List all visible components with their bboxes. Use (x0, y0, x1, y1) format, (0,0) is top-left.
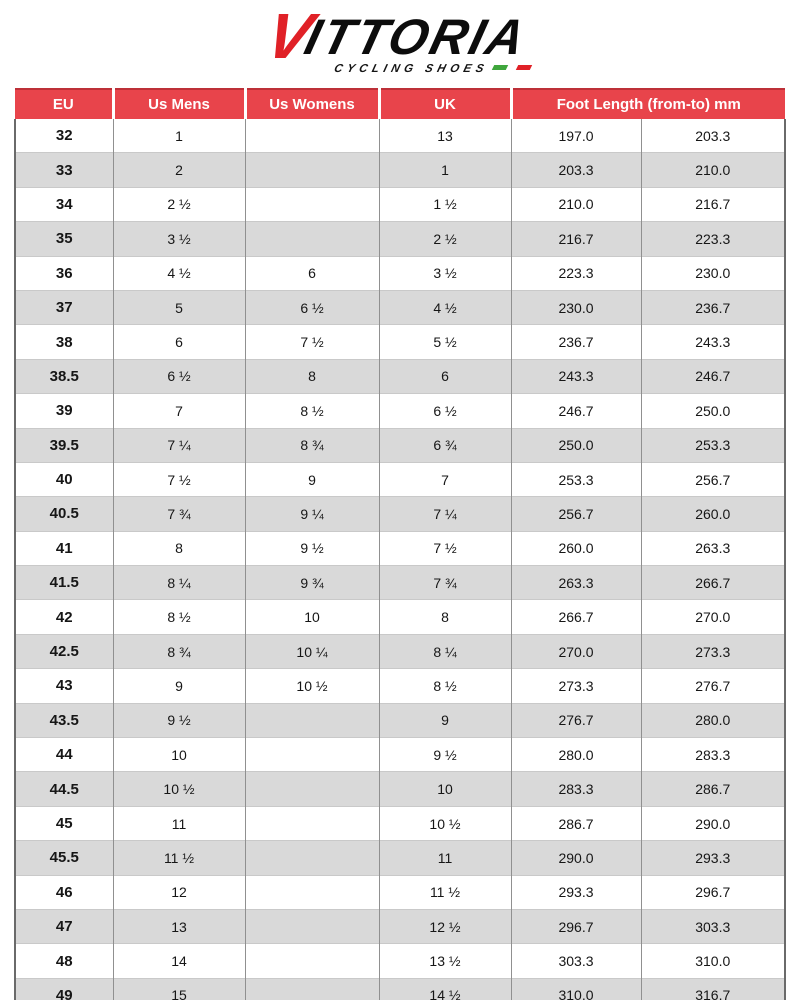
cell-us-womens (245, 153, 379, 187)
cell-us-mens: 7 ¾ (113, 497, 245, 531)
cell-foot-length-to: 263.3 (641, 531, 785, 565)
cell-uk: 9 ½ (379, 738, 511, 772)
cell-foot-length-from: 236.7 (511, 325, 641, 359)
table-row (15, 256, 785, 290)
cell-eu: 46 (15, 875, 113, 909)
cell-us-mens: 5 (113, 290, 245, 324)
cell-foot-length-to: 223.3 (641, 222, 785, 256)
cell-us-womens: 8 ¾ (245, 428, 379, 462)
cell-eu: 42 (15, 600, 113, 634)
cell-foot-length-from: 216.7 (511, 222, 641, 256)
cell-us-mens: 8 (113, 531, 245, 565)
cell-uk: 8 ¼ (379, 634, 511, 668)
cell-uk: 5 ½ (379, 325, 511, 359)
cell-us-mens: 1 (113, 119, 245, 153)
cell-foot-length-to: 266.7 (641, 566, 785, 600)
table-body (15, 119, 785, 1000)
cell-foot-length-to: 303.3 (641, 909, 785, 943)
cell-uk: 7 ¼ (379, 497, 511, 531)
cell-foot-length-to: 280.0 (641, 703, 785, 737)
cell-uk: 3 ½ (379, 256, 511, 290)
cell-foot-length-to: 256.7 (641, 462, 785, 496)
cell-eu: 43.5 (15, 703, 113, 737)
cell-foot-length-from: 276.7 (511, 703, 641, 737)
table-row (15, 841, 785, 875)
cell-foot-length-from: 246.7 (511, 394, 641, 428)
cell-foot-length-from: 290.0 (511, 841, 641, 875)
cell-us-womens (245, 978, 379, 1000)
cell-us-womens: 9 ¼ (245, 497, 379, 531)
cell-uk: 6 ½ (379, 394, 511, 428)
cell-uk: 6 ¾ (379, 428, 511, 462)
cell-foot-length-to: 283.3 (641, 738, 785, 772)
cell-us-womens (245, 841, 379, 875)
logo-wordmark-rest: ITTORIA (299, 9, 534, 65)
cell-foot-length-to: 250.0 (641, 394, 785, 428)
cell-us-womens: 9 (245, 462, 379, 496)
cell-us-womens (245, 944, 379, 978)
cell-eu: 41 (15, 531, 113, 565)
cell-foot-length-from: 266.7 (511, 600, 641, 634)
cell-us-mens: 10 (113, 738, 245, 772)
cell-uk: 7 (379, 462, 511, 496)
cell-us-womens: 8 ½ (245, 394, 379, 428)
table-row (15, 428, 785, 462)
table-row (15, 462, 785, 496)
table-row (15, 394, 785, 428)
cell-foot-length-to: 276.7 (641, 669, 785, 703)
cell-foot-length-from: 263.3 (511, 566, 641, 600)
cell-uk: 12 ½ (379, 909, 511, 943)
cell-us-womens: 6 ½ (245, 290, 379, 324)
cell-eu: 40 (15, 462, 113, 496)
cell-us-womens: 6 (245, 256, 379, 290)
cell-eu: 32 (15, 119, 113, 153)
table-row (15, 944, 785, 978)
cell-us-mens: 7 ½ (113, 462, 245, 496)
cell-uk: 9 (379, 703, 511, 737)
table-row (15, 566, 785, 600)
cell-eu: 45 (15, 806, 113, 840)
cell-foot-length-from: 296.7 (511, 909, 641, 943)
cell-foot-length-to: 290.0 (641, 806, 785, 840)
cell-foot-length-to: 310.0 (641, 944, 785, 978)
cell-eu: 34 (15, 187, 113, 221)
cell-eu: 48 (15, 944, 113, 978)
cell-foot-length-to: 246.7 (641, 359, 785, 393)
cell-us-womens (245, 119, 379, 153)
cell-uk: 1 (379, 153, 511, 187)
table-row (15, 497, 785, 531)
cell-us-womens (245, 703, 379, 737)
cell-foot-length-to: 316.7 (641, 978, 785, 1000)
cell-foot-length-to: 270.0 (641, 600, 785, 634)
cell-us-mens: 15 (113, 978, 245, 1000)
table-row (15, 359, 785, 393)
cell-us-womens (245, 187, 379, 221)
cell-uk: 7 ¾ (379, 566, 511, 600)
table-row (15, 153, 785, 187)
cell-foot-length-to: 273.3 (641, 634, 785, 668)
table-row (15, 978, 785, 1000)
cell-eu: 39 (15, 394, 113, 428)
cell-eu: 40.5 (15, 497, 113, 531)
table-head (15, 89, 785, 119)
cell-us-womens: 9 ¾ (245, 566, 379, 600)
cell-foot-length-from: 303.3 (511, 944, 641, 978)
cell-foot-length-from: 203.3 (511, 153, 641, 187)
table-row (15, 806, 785, 840)
cell-eu: 35 (15, 222, 113, 256)
italian-flag-green-icon (492, 65, 508, 70)
cell-uk: 13 ½ (379, 944, 511, 978)
cell-foot-length-to: 230.0 (641, 256, 785, 290)
cell-foot-length-from: 283.3 (511, 772, 641, 806)
cell-foot-length-from: 223.3 (511, 256, 641, 290)
cell-foot-length-from: 243.3 (511, 359, 641, 393)
cell-us-mens: 11 (113, 806, 245, 840)
cell-foot-length-to: 293.3 (641, 841, 785, 875)
cell-eu: 44 (15, 738, 113, 772)
cell-us-mens: 6 ½ (113, 359, 245, 393)
cell-us-womens (245, 772, 379, 806)
cell-uk: 10 ½ (379, 806, 511, 840)
size-chart-table (14, 88, 786, 1000)
cell-foot-length-to: 296.7 (641, 875, 785, 909)
cell-eu: 36 (15, 256, 113, 290)
cell-us-mens: 8 ¼ (113, 566, 245, 600)
cell-foot-length-from: 286.7 (511, 806, 641, 840)
cell-uk: 2 ½ (379, 222, 511, 256)
cell-uk: 8 (379, 600, 511, 634)
cell-us-mens: 8 ¾ (113, 634, 245, 668)
table-header-row (15, 89, 785, 119)
cell-foot-length-to: 236.7 (641, 290, 785, 324)
cell-uk: 11 ½ (379, 875, 511, 909)
cell-us-womens: 10 ½ (245, 669, 379, 703)
logo-tagline: CYCLING SHOES (332, 63, 490, 75)
table-row (15, 909, 785, 943)
cell-uk: 1 ½ (379, 187, 511, 221)
cell-uk: 11 (379, 841, 511, 875)
table-row (15, 634, 785, 668)
column-header-us-womens: Us Womens (245, 89, 379, 119)
cell-us-womens: 10 ¼ (245, 634, 379, 668)
cell-eu: 39.5 (15, 428, 113, 462)
table-row (15, 119, 785, 153)
cell-foot-length-from: 310.0 (511, 978, 641, 1000)
table-row (15, 222, 785, 256)
cell-us-womens (245, 875, 379, 909)
cell-eu: 49 (15, 978, 113, 1000)
cell-foot-length-from: 260.0 (511, 531, 641, 565)
italian-flag-red-icon (516, 65, 532, 70)
cell-us-mens: 10 ½ (113, 772, 245, 806)
cell-uk: 10 (379, 772, 511, 806)
cell-us-mens: 4 ½ (113, 256, 245, 290)
cell-us-mens: 3 ½ (113, 222, 245, 256)
cell-uk: 13 (379, 119, 511, 153)
cell-uk: 7 ½ (379, 531, 511, 565)
cell-foot-length-from: 250.0 (511, 428, 641, 462)
cell-eu: 37 (15, 290, 113, 324)
table-row (15, 703, 785, 737)
cell-uk: 14 ½ (379, 978, 511, 1000)
cell-foot-length-from: 293.3 (511, 875, 641, 909)
table-row (15, 669, 785, 703)
cell-eu: 38.5 (15, 359, 113, 393)
cell-foot-length-from: 230.0 (511, 290, 641, 324)
cell-foot-length-to: 203.3 (641, 119, 785, 153)
cell-us-mens: 11 ½ (113, 841, 245, 875)
cell-us-womens: 7 ½ (245, 325, 379, 359)
cell-foot-length-from: 210.0 (511, 187, 641, 221)
column-header-uk: UK (379, 89, 511, 119)
brand-logo (0, 0, 795, 76)
cell-uk: 4 ½ (379, 290, 511, 324)
logo-letter-v: V (259, 0, 318, 72)
cell-us-womens (245, 738, 379, 772)
cell-us-womens: 10 (245, 600, 379, 634)
column-header-us-mens: Us Mens (113, 89, 245, 119)
table-row (15, 531, 785, 565)
cell-foot-length-to: 210.0 (641, 153, 785, 187)
cell-eu: 43 (15, 669, 113, 703)
cell-eu: 38 (15, 325, 113, 359)
cell-us-mens: 14 (113, 944, 245, 978)
cell-eu: 33 (15, 153, 113, 187)
cell-us-mens: 13 (113, 909, 245, 943)
cell-uk: 8 ½ (379, 669, 511, 703)
logo-tagline-row (0, 60, 795, 76)
cell-foot-length-to: 260.0 (641, 497, 785, 531)
cell-us-mens: 9 ½ (113, 703, 245, 737)
cell-us-mens: 8 ½ (113, 600, 245, 634)
cell-eu: 44.5 (15, 772, 113, 806)
cell-eu: 41.5 (15, 566, 113, 600)
cell-us-womens: 8 (245, 359, 379, 393)
cell-foot-length-from: 273.3 (511, 669, 641, 703)
cell-foot-length-from: 280.0 (511, 738, 641, 772)
cell-foot-length-to: 216.7 (641, 187, 785, 221)
cell-us-womens: 9 ½ (245, 531, 379, 565)
cell-us-mens: 2 (113, 153, 245, 187)
cell-us-womens (245, 806, 379, 840)
column-header-eu: EU (15, 89, 113, 119)
cell-foot-length-to: 243.3 (641, 325, 785, 359)
cell-foot-length-from: 270.0 (511, 634, 641, 668)
cell-eu: 47 (15, 909, 113, 943)
cell-foot-length-to: 286.7 (641, 772, 785, 806)
cell-us-mens: 6 (113, 325, 245, 359)
cell-foot-length-from: 197.0 (511, 119, 641, 153)
cell-us-mens: 12 (113, 875, 245, 909)
cell-us-womens (245, 909, 379, 943)
cell-foot-length-to: 253.3 (641, 428, 785, 462)
cell-eu: 42.5 (15, 634, 113, 668)
table-row (15, 187, 785, 221)
cell-us-mens: 9 (113, 669, 245, 703)
table-row (15, 875, 785, 909)
cell-us-womens (245, 222, 379, 256)
cell-uk: 6 (379, 359, 511, 393)
cell-us-mens: 7 (113, 394, 245, 428)
table-row (15, 772, 785, 806)
table-row (15, 738, 785, 772)
table-row (15, 600, 785, 634)
cell-us-mens: 7 ¼ (113, 428, 245, 462)
table-row (15, 325, 785, 359)
cell-eu: 45.5 (15, 841, 113, 875)
cell-foot-length-from: 256.7 (511, 497, 641, 531)
column-header-foot-length: Foot Length (from-to) mm (511, 89, 785, 119)
table-row (15, 290, 785, 324)
cell-us-mens: 2 ½ (113, 187, 245, 221)
cell-foot-length-from: 253.3 (511, 462, 641, 496)
